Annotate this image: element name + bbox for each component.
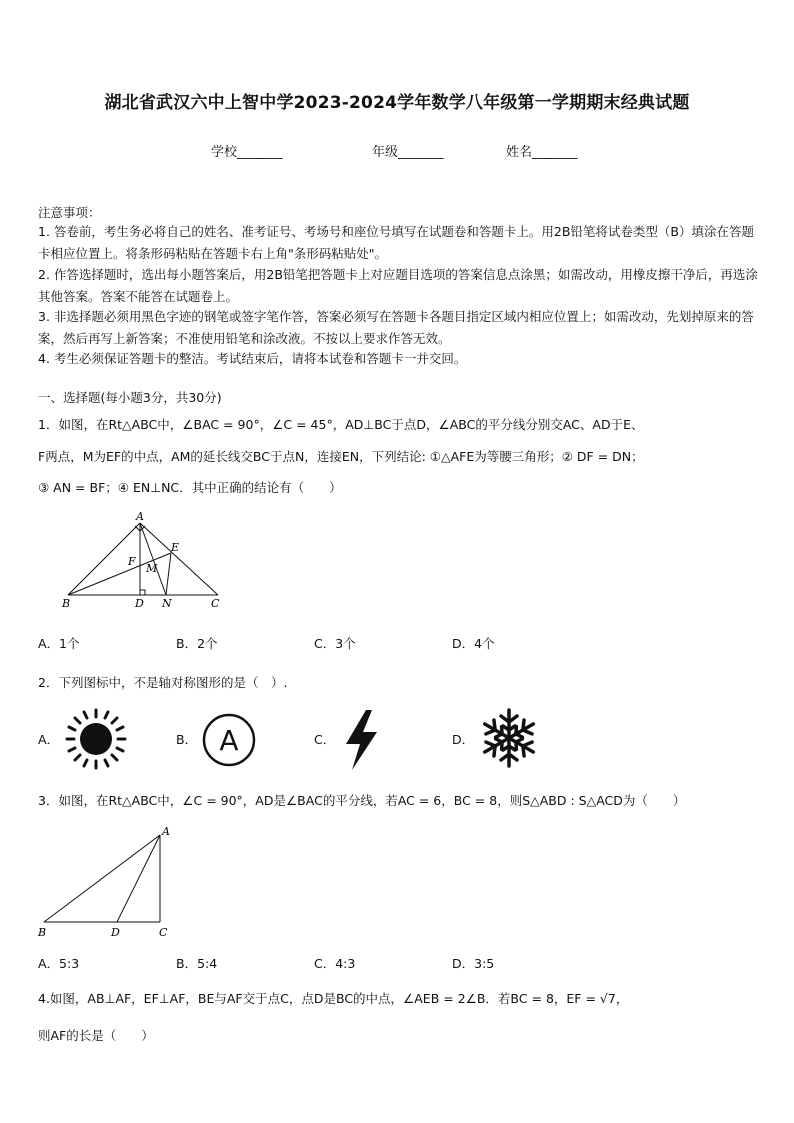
q2-stem: 2．下列图标中，不是轴对称图形的是（ ）.: [38, 675, 288, 690]
q1-figure: [58, 508, 228, 613]
q1-label-m: M: [146, 562, 158, 575]
school-field: 学校_______: [211, 145, 283, 160]
circled-a-icon: [201, 712, 257, 768]
note-item-1: 1. 答卷前，考生务必将自己的姓名、准考证号、考场号和座位号填写在试题卷和答题卡上。用2B铅笔将试卷类型（B）填涂在答题卡相应位置上。将条形码粘贴在答题卡右上角"条形码粘贴处"。: [38, 224, 755, 261]
q2-option-b[interactable]: B．: [176, 732, 198, 747]
q1-option-c[interactable]: C．3个: [314, 636, 356, 651]
snowflake-icon: [477, 706, 541, 770]
note-item-4: 4. 考生必须保证答题卡的整洁。考试结束后，请将本试卷和答题卡一并交回。: [38, 351, 467, 366]
q4-line-2: 则AF的长是（ ）: [38, 1028, 154, 1043]
q1-label-b: B: [62, 597, 71, 610]
q2-option-a[interactable]: A．: [38, 732, 60, 747]
q1-option-b[interactable]: B．2个: [176, 636, 218, 651]
q3-option-c[interactable]: C．4:3: [314, 956, 356, 971]
q1-line-2: F两点，M为EF的中点，AM的延长线交BC于点N，连接EN，下列结论: ①△AFE为等腰三角形；② DF = DN；: [38, 449, 644, 464]
q3-label-d: D: [111, 926, 120, 939]
circled-a-letter: A: [219, 724, 239, 757]
q3-option-d[interactable]: D．3:5: [452, 956, 495, 971]
q1-label-e: E: [171, 541, 180, 554]
q2-option-d[interactable]: D．: [452, 732, 475, 747]
lightning-icon: [341, 708, 381, 772]
q1-label-f: F: [128, 555, 136, 568]
q1-label-c: C: [211, 597, 220, 610]
page-title: 湖北省武汉六中上智中学2023-2024学年数学八年级第一学期期末经典试题: [104, 93, 690, 113]
q1-label-n: N: [162, 597, 172, 610]
q3-label-b: B: [38, 926, 47, 939]
q1-option-a[interactable]: A．1个: [38, 636, 80, 651]
q3-label-c: C: [159, 926, 168, 939]
q2-option-c[interactable]: C．: [314, 732, 336, 747]
section-title: 一、选择题(每小题3分，共30分): [38, 390, 222, 405]
q1-line-1: 1．如图，在Rt△ABC中，∠BAC = 90°，∠C = 45°，AD⊥BC于点D，∠ABC的平分线分别交AC、AD于E、: [38, 417, 644, 432]
q1-label-a: A: [136, 510, 144, 523]
q4-line-1: 4.如图，AB⊥AF，EF⊥AF，BE与AF交于点C，点D是BC的中点，∠AEB = 2∠B．若BC = 8，EF = √7，: [38, 991, 629, 1006]
note-item-2: 2. 作答选择题时，选出每小题答案后，用2B铅笔把答题卡上对应题目选项的答案信息点涂黑；如需改动，用橡皮擦干净后，再选涂其他答案。答案不能答在试题卷上。: [38, 267, 758, 304]
q3-stem: 3．如图，在Rt△ABC中，∠C = 90°，AD是∠BAC的平分线，若AC = 6，BC = 8，则S△ABD : S△ACD为（ ）: [38, 793, 686, 808]
q1-line-3: ③ AN = BF；④ EN⊥NC．其中正确的结论有（ ）: [38, 480, 342, 495]
grade-field: 年级_______: [372, 145, 444, 160]
q1-label-d: D: [135, 597, 144, 610]
sun-icon: [64, 707, 128, 771]
q3-figure: [36, 823, 181, 941]
q3-option-b[interactable]: B．5:4: [176, 956, 218, 971]
note-item-3: 3. 非选择题必须用黑色字迹的钢笔或签字笔作答，答案必须写在答题卡各题目指定区域内相应位置上；如需改动，先划掉原来的答案，然后再写上新答案；不准使用铅笔和涂改液。不按以上要求作答无效。: [38, 309, 754, 346]
q3-option-a[interactable]: A．5:3: [38, 956, 80, 971]
name-field: 姓名_______: [506, 145, 578, 160]
notes-heading: 注意事项：: [38, 205, 101, 220]
q1-option-d[interactable]: D．4个: [452, 636, 495, 651]
q3-label-a: A: [162, 825, 170, 838]
